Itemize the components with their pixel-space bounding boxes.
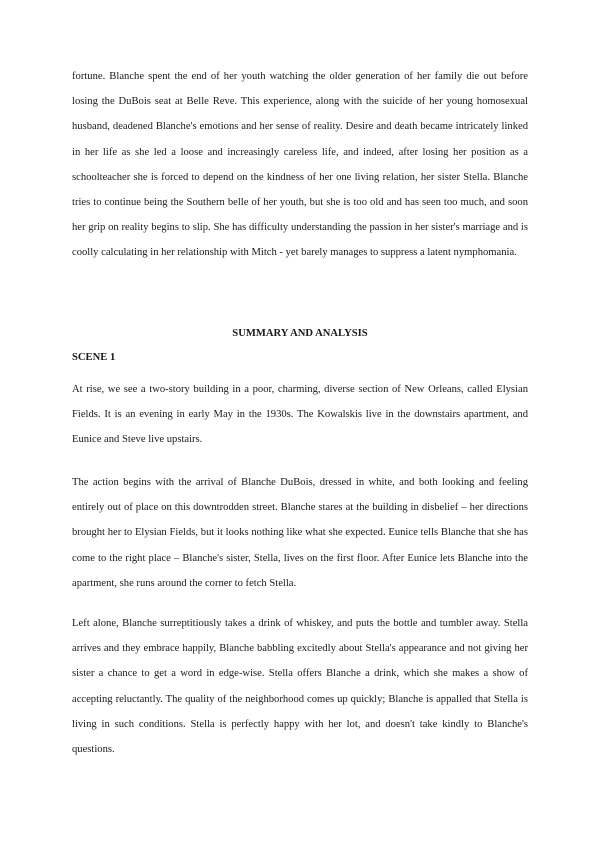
scene-paragraph: At rise, we see a two-story building in a poor, charming, diverse section of New Orleans, called Elysian Fields. It is an evening in early May in the 1930s. The Kowalskis live in the downstairs apartment, and Eunice and Steve live upstairs. bbox=[72, 384, 528, 446]
section-heading: SUMMARY AND ANALYSIS bbox=[232, 328, 368, 339]
scene-paragraph: The action begins with the arrival of Blanche DuBois, dressed in white, and both looking and feeling entirely out of place on this downtrodden street. Blanche stares at the building in disbelief – her directions brought her to Elysian Fields, but it looks nothing like what she expected. Eunice tells Blanche that she has come to the right place – Blanche's sister, Stella, lives on the first floor. After Eunice lets Blanche into the apartment, she runs around the corner to fetch Stella. bbox=[72, 477, 528, 589]
scene-paragraph: Left alone, Blanche surreptitiously takes a drink of whiskey, and puts the bottle and tumbler away. Stella arrives and they embrace happily, Blanche babbling excitedly about Stella's appearance and not giving her sister a chance to get a word in edge-wise. Stella offers Blanche a drink, which she makes a show of accepting reluctantly. The quality of the neighborhood comes up quickly; Blanche is appalled that Stella is living in such conditions. Stella is perfectly happy with her lot, and doesn't take kindly to Blanche's questions. bbox=[72, 618, 528, 756]
scene-heading: SCENE 1 bbox=[72, 352, 116, 363]
intro-paragraph: fortune. Blanche spent the end of her youth watching the older generation of her family die out before losing the DuBois seat at Belle Reve. This experience, along with the suicide of her young homosexual husband, deadened Blanche's emotions and her sense of reality. Desire and death became intricately linked in her life as she led a loose and increasingly careless life, and indeed, after losing her position as a schoolteacher she is forced to depend on the kindness of her one living relation, her sister Stella. Blanche tries to continue being the Southern belle of her youth, but she is too old and has seen too much, and soon her grip on reality begins to slip. She has difficulty understanding the passion in her sister's marriage and is coolly calculating in her relationship with Mitch - yet barely manages to suppress a latent nymphomania. bbox=[72, 71, 528, 259]
